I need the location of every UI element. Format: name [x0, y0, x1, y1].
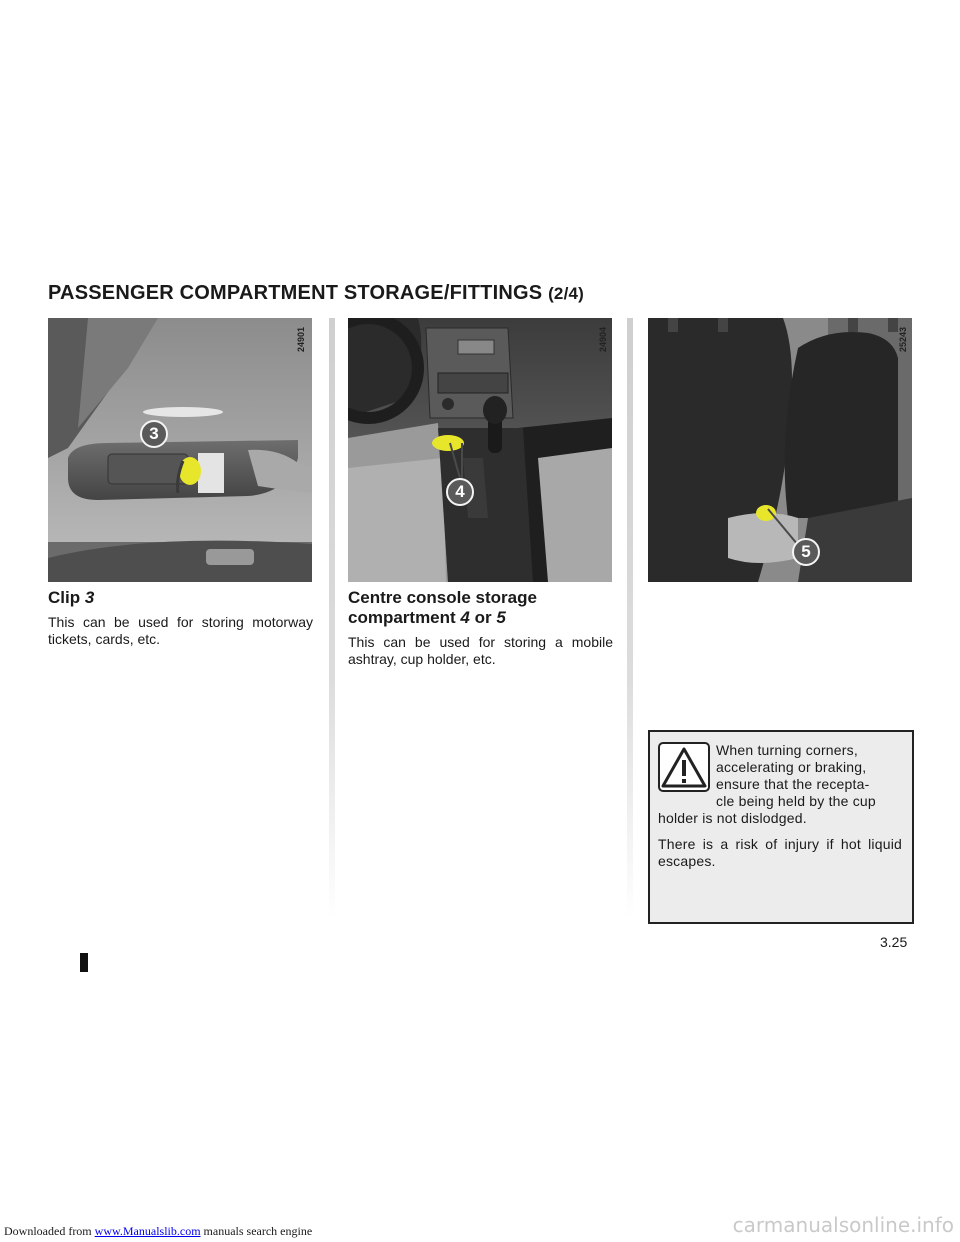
page-number: 3.25	[880, 934, 908, 950]
callout-5: 5	[792, 538, 820, 566]
warning-line: When turning corners,	[716, 742, 858, 758]
photo-centre-console	[348, 318, 612, 582]
clip-heading-number: 3	[84, 588, 95, 607]
column-divider	[329, 318, 335, 918]
column-divider	[627, 318, 633, 918]
page-title-text: PASSENGER COMPARTMENT STORAGE/FITTINGS	[48, 282, 543, 304]
photo-code: 25243	[898, 326, 908, 352]
console-heading-line2: compartment	[348, 608, 461, 627]
clip-heading	[48, 588, 94, 608]
warning-line: accelerating or braking,	[716, 759, 867, 775]
callout-4: 4	[446, 478, 474, 506]
clip-body: This can be used for storing motorway tickets, cards, etc.	[48, 614, 313, 647]
manualslib-link[interactable]: www.Manualslib.com	[94, 1224, 201, 1238]
page-title	[48, 282, 584, 305]
warning-line: cle being held by the cup	[716, 793, 876, 809]
console-num-a: 4	[460, 608, 470, 627]
photo-code: 24904	[598, 326, 608, 352]
console-heading-line1: Centre console storage	[348, 588, 537, 607]
callout-3: 3	[140, 420, 168, 448]
edge-marker	[80, 953, 88, 972]
warning-line: holder is not dislodged.	[658, 810, 807, 826]
page-title-part: (2/4)	[548, 284, 585, 303]
warning-box	[648, 730, 914, 924]
warning-line: ensure that the recepta-	[716, 776, 870, 792]
watermark: carmanualsonline.info	[732, 1213, 954, 1237]
console-num-b: 5	[496, 608, 506, 627]
console-body: This can be used for storing a mobile ashtray, cup holder, etc.	[348, 634, 613, 667]
download-prefix: Downloaded from	[4, 1224, 95, 1238]
photo-sun-visor	[48, 318, 312, 582]
download-tagline: manuals search engine	[200, 1224, 313, 1238]
photo-code: 24901	[296, 326, 306, 352]
warning-triangle-icon	[658, 742, 710, 792]
console-heading	[348, 588, 537, 628]
clip-heading-text: Clip	[48, 588, 85, 607]
console-heading-line2-wrap	[348, 608, 537, 628]
warning-paragraph: There is a risk of injury if hot liquid escapes.	[658, 836, 902, 869]
console-heading-or: or	[469, 608, 497, 627]
download-note	[4, 1224, 312, 1239]
